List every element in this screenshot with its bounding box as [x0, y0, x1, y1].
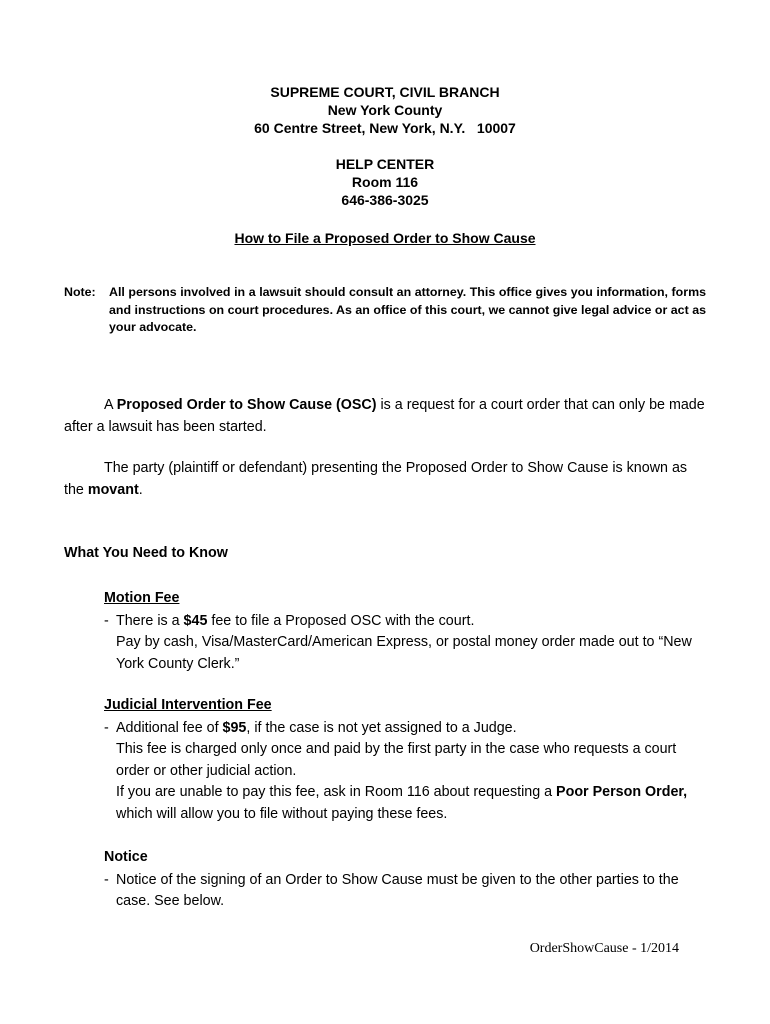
help-center-header	[0, 155, 770, 209]
intro-text: .	[138, 481, 143, 498]
judicial-fee-unable	[116, 782, 706, 825]
help-center-room: Room 116	[351, 174, 419, 190]
county-name: New York County	[327, 102, 443, 118]
note-label: Note:	[64, 285, 96, 299]
text-run: If you are unable to pay this fee, ask in Room 116 about requesting a	[116, 784, 557, 800]
help-center-name: HELP CENTER	[335, 156, 435, 172]
dash-marker: -	[104, 612, 109, 629]
movant-term: movant	[87, 481, 139, 498]
judicial-fee-item	[104, 718, 706, 740]
notice-section	[104, 847, 706, 913]
text-run: , if the case is not yet assigned to a Judge.	[246, 719, 517, 736]
intro-text: is a request for a court order that can only be made after a lawsuit has been started.	[64, 397, 705, 435]
text-run: fee to file a Proposed OSC with the court.	[207, 612, 475, 629]
court-name: SUPREME COURT, CIVIL BRANCH	[270, 84, 500, 100]
document-title: How to File a Proposed Order to Show Cause	[234, 230, 536, 246]
intro-paragraph-osc	[64, 395, 706, 438]
judicial-fee-text	[116, 718, 706, 740]
motion-fee-heading: Motion Fee	[104, 590, 180, 606]
motion-fee-payment: Pay by cash, Visa/MasterCard/American Express, or postal money order made out to “New York County Clerk.”	[116, 634, 692, 672]
osc-term: Proposed Order to Show Cause (OSC)	[116, 397, 377, 413]
notice-text: Notice of the signing of an Order to Show Cause must be given to the other parties to the case. See below.	[116, 871, 679, 909]
motion-fee-amount: $45	[183, 612, 208, 629]
judicial-fee-charged: This fee is charged only once and paid by the first party in the case who requests a court order or other judicial action.	[116, 741, 677, 779]
intro-text: A	[104, 397, 117, 413]
notice-item	[104, 870, 706, 913]
page-footer: OrderShowCause - 1/2014	[529, 941, 679, 956]
court-header	[0, 83, 770, 137]
judicial-fee-heading: Judicial Intervention Fee	[104, 697, 272, 713]
poor-person-order-term: Poor Person Order,	[556, 784, 688, 800]
intro-text: The party (plaintiff or defendant) presenting the Proposed Order to Show Cause is known as the	[64, 460, 688, 498]
motion-fee-section	[104, 588, 706, 675]
text-run: which will allow you to file without paying these fees.	[116, 805, 448, 822]
motion-fee-text	[116, 611, 706, 633]
section-heading: What You Need to Know	[64, 545, 228, 561]
text-run: Additional fee of	[116, 719, 223, 736]
judicial-fee-amount: $95	[222, 719, 247, 736]
motion-fee-item	[104, 611, 706, 633]
judicial-fee-section	[104, 695, 706, 825]
dash-marker: -	[104, 719, 109, 736]
note-block	[64, 284, 706, 337]
court-address: 60 Centre Street, New York, N.Y. 10007	[254, 120, 516, 136]
notice-heading: Notice	[104, 849, 148, 865]
text-run: There is a	[116, 612, 184, 629]
dash-marker: -	[104, 871, 109, 888]
help-center-phone: 646-386-3025	[341, 192, 429, 208]
intro-paragraph-movant	[64, 458, 706, 501]
note-text: All persons involved in a lawsuit should consult an attorney. This office gives you information, forms and instructions on court procedures. As an office of this court, we cannot give legal advice or act as your advocate.	[109, 285, 706, 334]
